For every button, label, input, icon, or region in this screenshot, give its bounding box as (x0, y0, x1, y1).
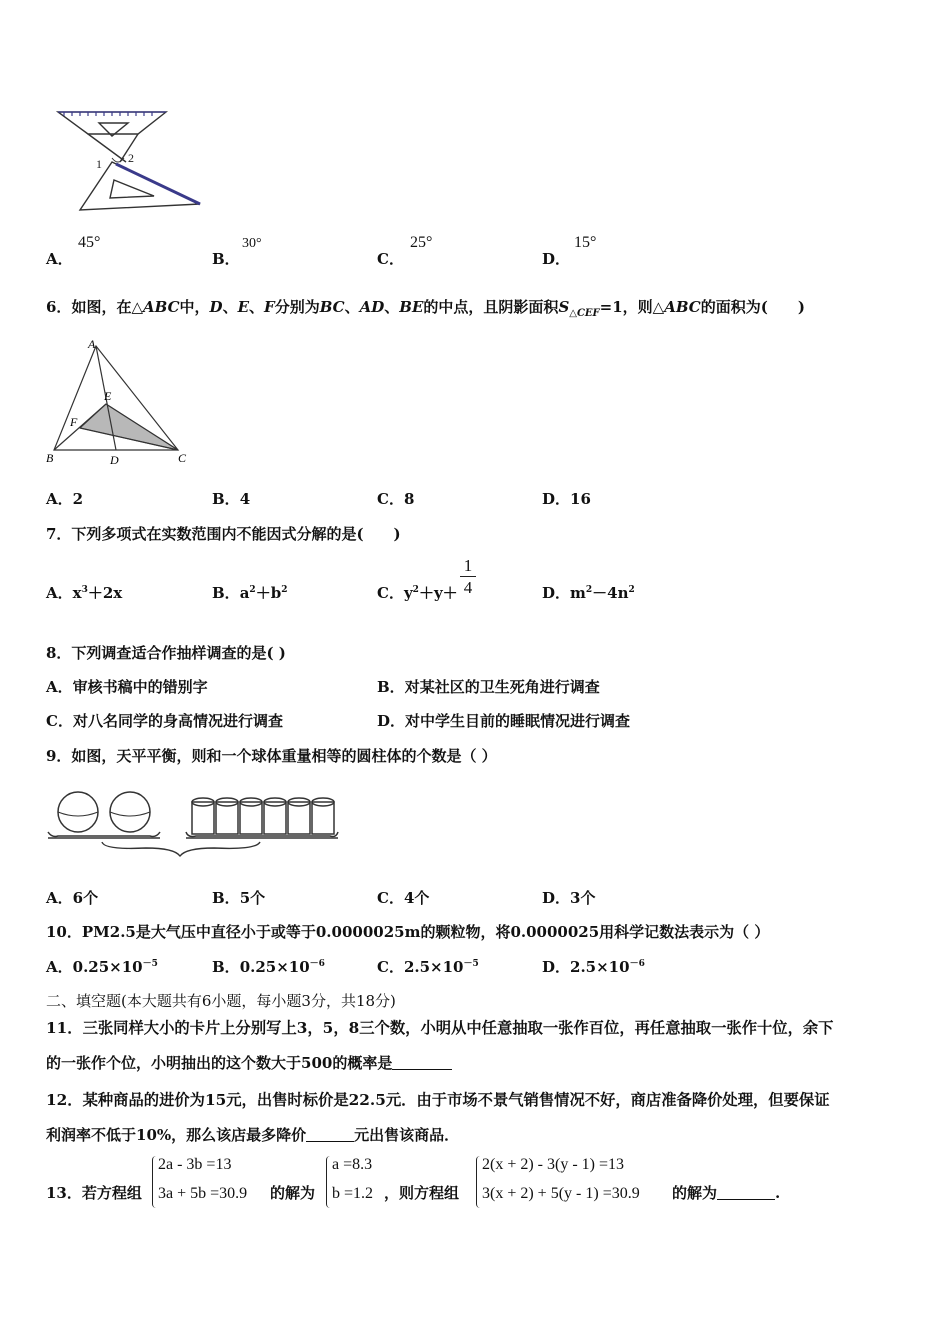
cylinder-1 (192, 802, 214, 834)
q5-option-c-value: 25° (410, 234, 433, 251)
cylinder-6 (312, 802, 334, 834)
sphere-1 (58, 792, 98, 832)
q8-option-a[interactable]: A．审核书稿中的错别字 (46, 678, 208, 696)
q5-option-d-value: 15° (574, 234, 597, 251)
option-label: A． (46, 250, 73, 268)
q13-system1-eq1: 2a - 3b =13 (158, 1156, 232, 1173)
sphere-2 (110, 792, 150, 832)
vertex-b-label: B (46, 451, 54, 465)
q12-line1: 12．某种商品的进价为15元，出售时标价是22.5元．由于市场不景气销售情况不好，商店准备降价处理，但要保证 (46, 1091, 830, 1109)
option-label: D． (542, 250, 571, 268)
q5-option-b[interactable] (212, 248, 240, 269)
q13-system2-eq1: 2(x + 2) - 3(y - 1) =13 (482, 1156, 625, 1173)
q7-option-a[interactable]: A．$x^3+2x$ (46, 584, 123, 602)
angle-1-label: 1 (96, 157, 102, 171)
q13-system2-eq2: 3(x + 2) + 5(y - 1) =30.9 (482, 1185, 640, 1202)
section-2-title: 二、填空题(本大题共有6小题，每小题3分，共18分) (46, 992, 396, 1010)
q12-answer-blank[interactable] (306, 1127, 354, 1142)
vertex-f-label: F (70, 415, 78, 429)
q13-solution-eq2: b =1.2 (332, 1185, 374, 1202)
q6-stem: 6．如图，在△ABC中，D、E、F分别为BC、AD、BE的中点，且阴影面积$S_{\triangle CEF}=1$，则△ABC的面积为( ) (46, 298, 805, 319)
q5-option-c[interactable] (377, 248, 404, 269)
q8-option-d[interactable]: D．对中学生目前的睡眠情况进行调查 (377, 712, 631, 730)
option-label: B． (212, 250, 240, 268)
q10-stem: 10．PM2.5是大气压中直径小于或等于0.0000025m的颗粒物，将0.0000025用科学记数法表示为（ ） (46, 923, 770, 941)
cylinder-5 (288, 802, 310, 834)
vertex-d-label: D (110, 453, 119, 466)
q8-stem: 8．下列调查适合作抽样调查的是( ) (46, 644, 286, 662)
q5-figure (52, 104, 208, 216)
q7-option-c[interactable]: C．$y^2+y+$ (377, 584, 458, 602)
q10-option-c[interactable]: C．$2.5\times 10^{-5}$ (377, 958, 479, 976)
q9-option-b[interactable]: B．5个 (212, 889, 266, 907)
cylinder-4 (264, 802, 286, 834)
q9-balance-figure (46, 790, 342, 860)
q11-answer-blank[interactable] (392, 1055, 452, 1070)
q10-option-b[interactable]: B．$0.25\times 10^{-6}$ (212, 958, 325, 976)
q9-option-a[interactable]: A．6个 (46, 889, 99, 907)
q8-option-b[interactable]: B．对某社区的卫生死角进行调查 (377, 678, 600, 696)
q7-option-d[interactable]: D．$m^2-4n^2$ (542, 584, 635, 602)
q6-option-c[interactable]: C．8 (377, 490, 415, 508)
cylinder-2 (216, 802, 238, 834)
q8-option-c[interactable]: C．对八名同学的身高情况进行调查 (46, 712, 283, 730)
q9-option-c[interactable]: C．4个 (377, 889, 430, 907)
q5-option-b-value: 30° (242, 236, 262, 251)
option-label: C． (377, 250, 404, 268)
vertex-e-label: E (104, 389, 112, 403)
q12-line2: 利润率不低于10%，那么该店最多降价 元出售该商品． (46, 1126, 460, 1144)
q10-option-d[interactable]: D．$2.5\times 10^{-6}$ (542, 958, 645, 976)
q5-option-a-value: 45° (78, 234, 101, 251)
top-set-square (58, 112, 166, 162)
q9-option-d[interactable]: D．3个 (542, 889, 596, 907)
q6-triangle-figure (44, 336, 194, 466)
q6-option-d[interactable]: D．16 (542, 490, 591, 508)
q5-option-a[interactable] (46, 248, 73, 269)
q13-suffix: 的解为 . (672, 1184, 781, 1202)
q13-mid2: ，则方程组 (384, 1184, 460, 1202)
q9-stem: 9．如图，天平平衡，则和一个球体重量相等的圆柱体的个数是（ ） (46, 747, 497, 765)
q13-answer-blank[interactable] (717, 1185, 775, 1200)
q13-system1-eq2: 3a + 5b =30.9 (158, 1185, 248, 1202)
q5-option-d[interactable] (542, 248, 570, 269)
cylinder-3 (240, 802, 262, 834)
shaded-region-cef (80, 404, 178, 450)
top-ruler-ticks (58, 112, 166, 116)
q7-option-b[interactable]: B．$a^2+b^2$ (212, 584, 288, 602)
q7-fraction: 1 4 (460, 556, 476, 599)
q13-solution-eq1: a =8.3 (332, 1156, 373, 1173)
q10-option-a[interactable]: A．$0.25\times 10^{-5}$ (46, 958, 158, 976)
q13-prefix: 13．若方程组 (46, 1184, 142, 1202)
bottom-ruler-edge (116, 164, 200, 204)
q13-mid1: 的解为 (270, 1184, 316, 1202)
angle-2-label: 2 (128, 151, 134, 165)
q11-line1: 11．三张同样大小的卡片上分别写上3，5，8三个数，小明从中任意抽取一张作百位，再任意抽取一张作十位，余下 (46, 1019, 834, 1037)
q6-option-a[interactable]: A．2 (46, 490, 84, 508)
vertex-c-label: C (178, 451, 187, 465)
q11-line2: 的一张作个位，小明抽出的这个数大于500的概率是 (46, 1052, 452, 1073)
q6-option-b[interactable]: B．4 (212, 490, 251, 508)
vertex-a-label: A (88, 337, 96, 351)
q7-stem: 7．下列多项式在实数范围内不能因式分解的是( ) (46, 525, 401, 543)
balance-beam-brace (102, 842, 260, 856)
